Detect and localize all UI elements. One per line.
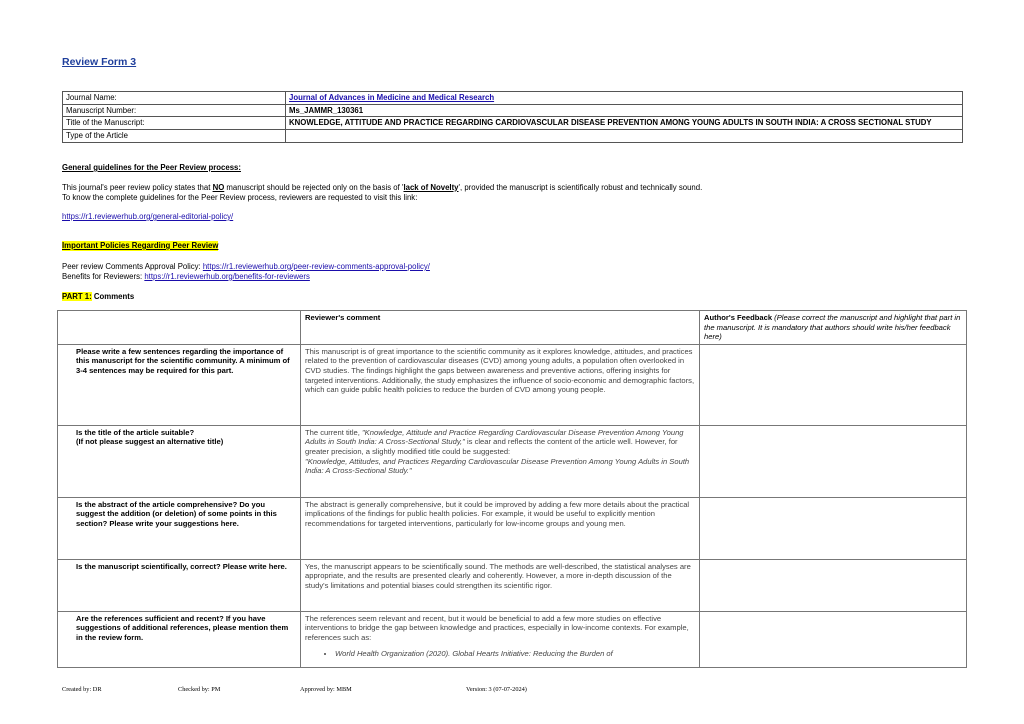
guidelines-line2: To know the complete guidelines for the Peer Review process, reviewers are requested to visit this link: (62, 193, 418, 202)
part1-suffix: Comments (91, 292, 135, 301)
title-comment-a: The current title, (305, 427, 362, 437)
manuscript-info-table (62, 91, 963, 143)
benefits-link[interactable]: https://r1.reviewerhub.org/benefits-for-reviewers (144, 272, 310, 281)
references-list (305, 649, 695, 659)
references-comment: The references seem relevant and recent, but it would be beneficial to add a few more studies on effective interventions to bridge the gap between knowledge and practices, especially in low-income contexts. For example, references such as: (305, 613, 689, 642)
row-feedback[interactable] (700, 425, 967, 497)
comment-row (58, 611, 967, 667)
policies-block (62, 262, 430, 282)
form-title: Review Form 3 (62, 56, 137, 68)
manuscript-number-row (63, 104, 963, 117)
policies-heading: Important Policies Regarding Peer Review (62, 241, 219, 250)
approval-policy-link[interactable]: https://r1.reviewerhub.org/peer-review-comments-approval-policy/ (202, 262, 430, 271)
guidelines-text-a: This journal's peer review policy states that (62, 183, 213, 192)
comments-header-row (58, 311, 967, 345)
row-feedback[interactable] (700, 559, 967, 611)
guidelines-no: NO (212, 183, 225, 192)
row-question: Is the manuscript scientifically, correct? Please write here. (58, 559, 301, 611)
type-label: Type of the Article (63, 129, 286, 142)
row-question: Are the references sufficient and recent? If you have suggestions of additional references, please mention them in the review form. (58, 611, 301, 667)
row-feedback[interactable] (700, 344, 967, 425)
part1-label: PART 1: (62, 292, 92, 301)
header-author-italic: (Please correct the manuscript and highlight that part in the manuscript. It is mandatory that authors should write his/her feedback here) (704, 313, 961, 342)
row-comment: The abstract is generally comprehensive, but it could be improved by adding a few more details about the practical implications of the findings for public health policies. For example, it would be useful to explicitly mention recommendations for targeted interventions, particularly for low-income groups and young men. (301, 497, 700, 559)
journal-row (63, 92, 963, 105)
row-feedback[interactable] (700, 611, 967, 667)
header-reviewer: Reviewer's comment (301, 311, 700, 345)
editorial-policy-link[interactable]: https://r1.reviewerhub.org/general-editorial-policy/ (62, 212, 234, 221)
footer-checked: Checked by: PM (178, 686, 221, 693)
guidelines-novelty: lack of Novelty (403, 183, 459, 192)
guidelines-link-wrap (62, 212, 233, 222)
part1-heading (62, 292, 134, 302)
title-comment-suggestion: "Knowledge, Attitudes, and Practices Regarding Cardiovascular Disease Prevention Among Young Adults in South India: A Cross-Sectional Study." (305, 456, 690, 476)
header-author (700, 311, 967, 345)
footer-version: Version: 3 (07-07-2024) (466, 686, 527, 693)
reference-item: • World Health Organization (2020). Global Hearts Initiative: Reducing the Burden of (335, 649, 695, 659)
title-row (63, 117, 963, 130)
comment-row (58, 559, 967, 611)
row-feedback[interactable] (700, 497, 967, 559)
row-comment (301, 611, 700, 667)
approval-label: Peer review Comments Approval Policy: (62, 262, 203, 271)
comment-row (58, 425, 967, 497)
footer-created: Created by: DR (62, 686, 102, 693)
manuscript-number-label: Manuscript Number: (63, 104, 286, 117)
guidelines-paragraph (62, 183, 972, 203)
row-question: Please write a few sentences regarding the importance of this manuscript for the scientific community. A minimum of 3-4 sentences may be required for this part. (58, 344, 301, 425)
footer-approved: Approved by: MBM (300, 686, 352, 693)
row-question: Is the abstract of the article comprehensive? Do you suggest the addition (or deletion) of some points in this section? Please write your suggestions here. (58, 497, 301, 559)
title-comment-b: is clear and reflects the content of the article well. However, for greater precision, a slightly modified title could be suggested: (305, 437, 678, 456)
benefits-label: Benefits for Reviewers: (62, 272, 145, 281)
journal-link[interactable]: Journal of Advances in Medicine and Medical Research (289, 93, 495, 102)
guidelines-heading: General guidelines for the Peer Review process: (62, 163, 241, 172)
type-value (286, 129, 963, 142)
title-value: KNOWLEDGE, ATTITUDE AND PRACTICE REGARDING CARDIOVASCULAR DISEASE PREVENTION AMONG YOUNG ADULTS IN SOUTH INDIA: A CROSS SECTIONAL STUDY (286, 117, 963, 130)
title-label: Title of the Manuscript: (63, 117, 286, 130)
row-comment: Yes, the manuscript appears to be scientifically sound. The methods are well-described, the statistical analyses are appropriate, and the results are presented clearly and coherently. However, a more in-depth discussion of the study's limitations and potential biases could strengthen its scientific rigor. (301, 559, 700, 611)
title-comment-quoted: "Knowledge, Attitude and Practice Regarding Cardiovascular Disease Prevention Among Young Adults in South India: A Cross-Sectional Study," (305, 427, 684, 447)
row-comment (301, 425, 700, 497)
guidelines-text-b: manuscript should be rejected only on the basis of ' (224, 183, 404, 192)
journal-label: Journal Name: (63, 92, 286, 105)
comment-row (58, 497, 967, 559)
manuscript-number-value: Ms_JAMMR_130361 (286, 104, 963, 117)
journal-value-cell (286, 92, 963, 105)
header-author-bold: Author's Feedback (704, 313, 773, 322)
header-question-cell (58, 311, 301, 345)
type-row (63, 129, 963, 142)
comment-row (58, 344, 967, 425)
comments-table (57, 310, 967, 668)
row-comment: This manuscript is of great importance to the scientific community as it explores knowledge, attitudes, and practices related to the prevention of cardiovascular diseases (CVD) among young adults, a population often overlooked in CVD studies. The findings highlight the gaps between awareness and preventive actions, offering insights for targeted interventions. Additionally, the study emphasizes the influence of socio-economic and demographic factors, which can guide public health policies to reduce the burden of CVD among young people. (301, 344, 700, 425)
row-question: Is the title of the article suitable? (If not please suggest an alternative title) (58, 425, 301, 497)
guidelines-text-c: ', provided the manuscript is scientifically robust and technically sound. (458, 183, 703, 192)
